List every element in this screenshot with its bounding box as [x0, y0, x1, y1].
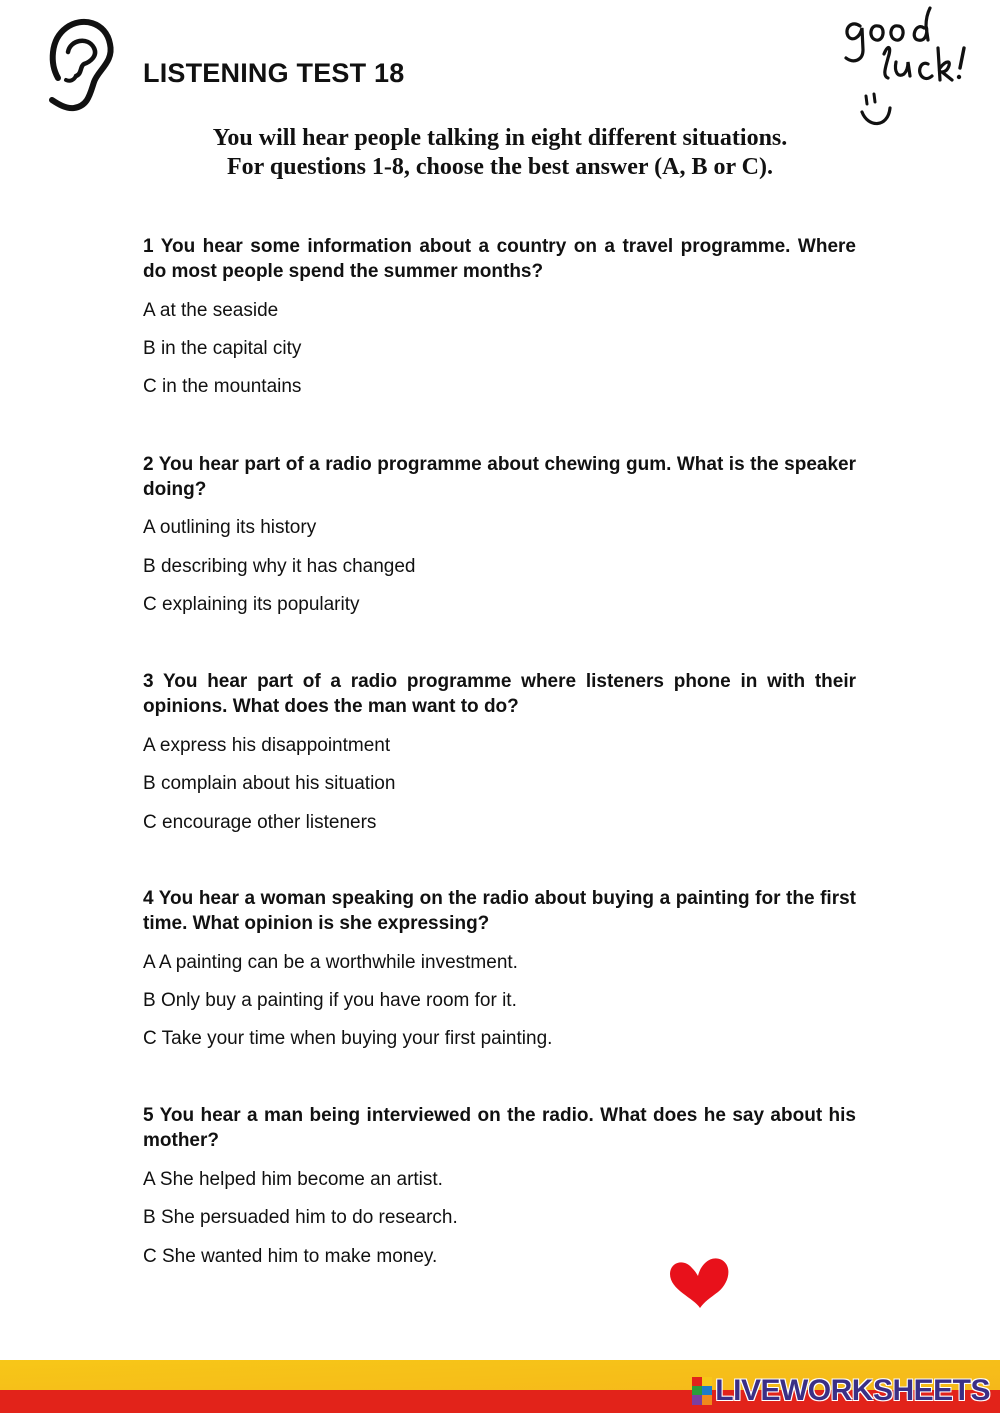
question-text: 1 You hear some information about a country on a travel programme. Where do most people spend the summer months? [143, 236, 856, 282]
heart-icon [664, 1252, 734, 1312]
option-a[interactable]: A She helped him become an artist. [143, 1169, 443, 1190]
option-c[interactable]: C Take your time when buying your first painting. [143, 1028, 553, 1049]
brand-logo[interactable] [692, 1374, 990, 1408]
option-b[interactable]: B Only buy a painting if you have room for it. [143, 990, 517, 1011]
option-c[interactable]: C explaining its popularity [143, 594, 360, 615]
question-4 [143, 886, 856, 1051]
page-title: LISTENING TEST 18 [143, 58, 405, 88]
question-text: 5 You hear a man being interviewed on the radio. What does he say about his mother? [143, 1105, 856, 1151]
question-1 [143, 234, 856, 399]
option-a[interactable]: A at the seaside [143, 300, 279, 321]
question-3 [143, 669, 856, 835]
good-luck-note [836, 4, 978, 132]
brand-mark-icon [692, 1377, 712, 1405]
instructions-line-1: You will hear people talking in eight different situations. [212, 125, 788, 151]
option-b[interactable]: B She persuaded him to do research. [143, 1207, 458, 1228]
question-2 [143, 452, 856, 617]
option-b[interactable]: B in the capital city [143, 338, 302, 359]
ear-icon [44, 16, 116, 114]
option-c[interactable]: C She wanted him to make money. [143, 1246, 438, 1267]
question-text: 4 You hear a woman speaking on the radio about buying a painting for the first time. What opinion is she expressing? [143, 888, 856, 934]
instructions-line-2: For questions 1-8, choose the best answer (A, B or C). [227, 154, 773, 180]
question-text: 3 You hear part of a radio programme where listeners phone in with their opinions. What does the man want to do? [143, 671, 856, 717]
footer-band [0, 1360, 1000, 1413]
option-b[interactable]: B complain about his situation [143, 773, 396, 794]
brand-name: LIVEWORKSHEETS [715, 1374, 990, 1407]
instructions [100, 124, 900, 182]
question-5 [143, 1103, 856, 1269]
question-text: 2 You hear part of a radio programme about chewing gum. What is the speaker doing? [143, 454, 856, 500]
option-a[interactable]: A express his disappointment [143, 735, 391, 756]
option-a[interactable]: A outlining its history [143, 517, 317, 538]
option-b[interactable]: B describing why it has changed [143, 556, 416, 577]
option-c[interactable]: C encourage other listeners [143, 812, 377, 833]
option-a[interactable]: A A painting can be a worthwhile investment. [143, 952, 518, 973]
option-c[interactable]: C in the mountains [143, 376, 302, 397]
